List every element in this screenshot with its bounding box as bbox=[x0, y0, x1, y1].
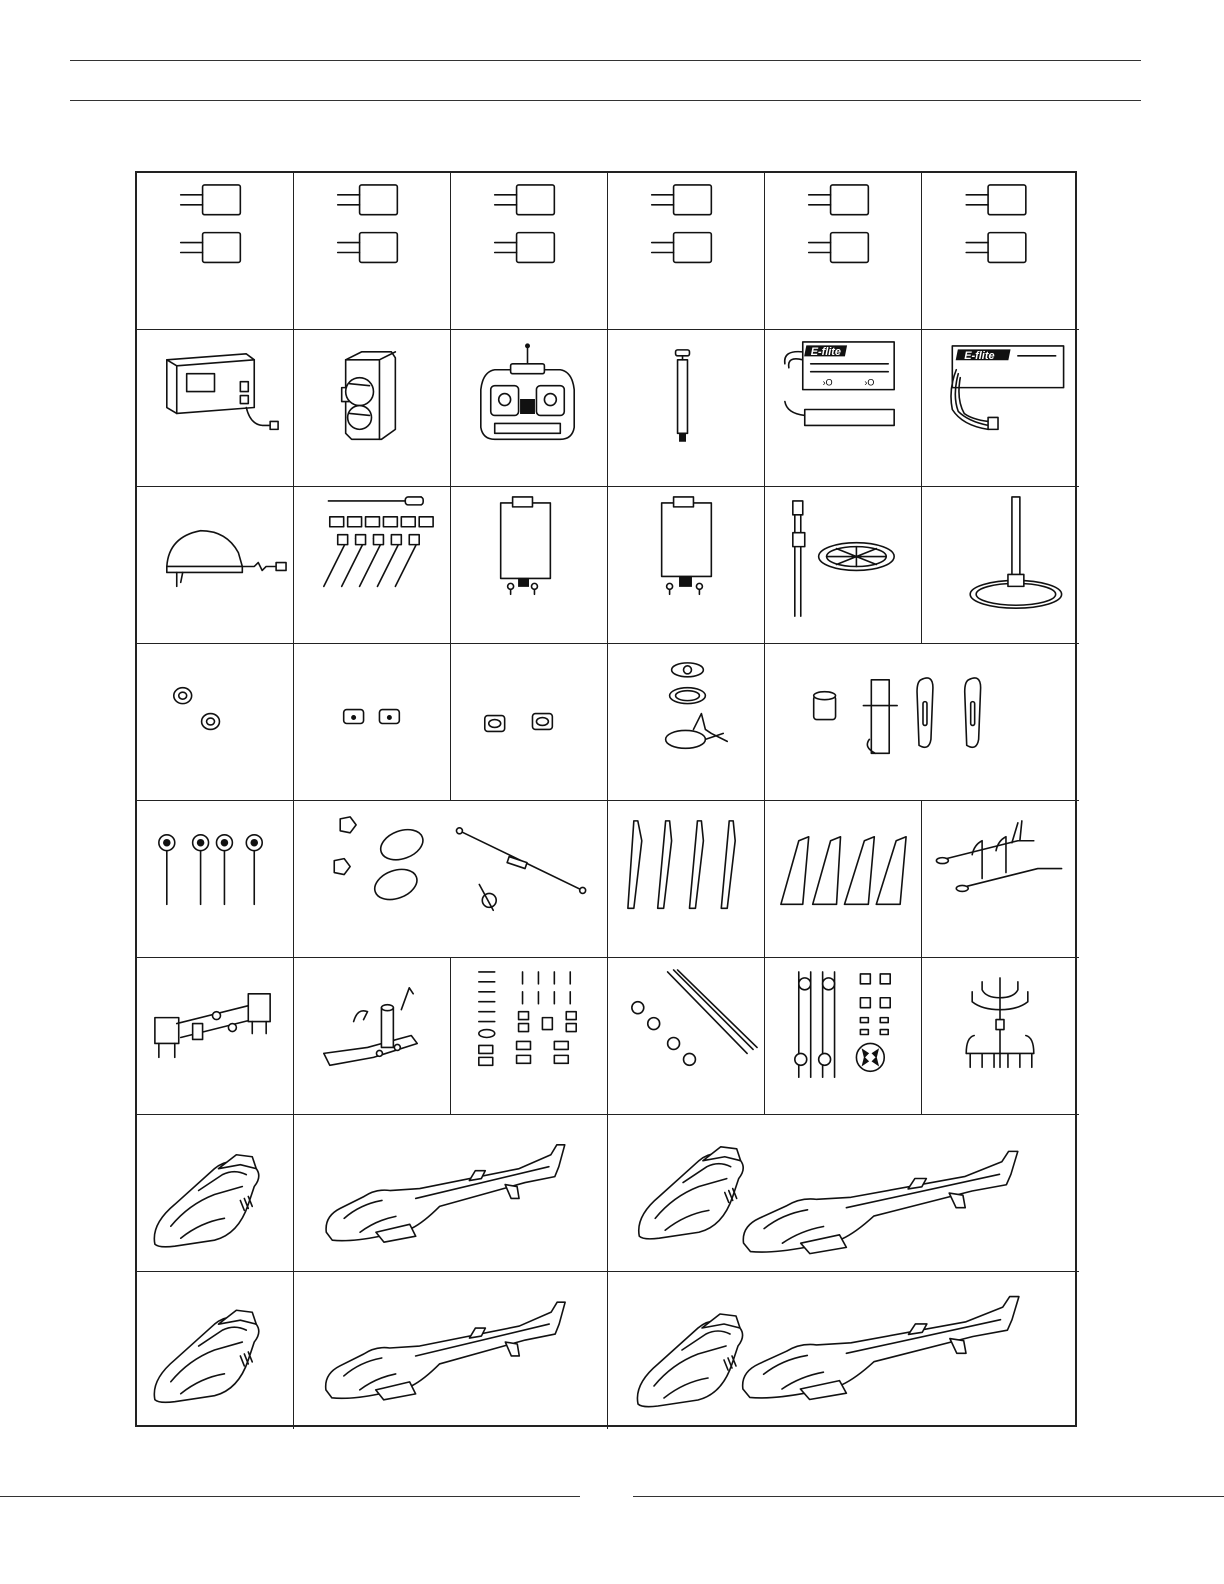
footer-rule-right bbox=[633, 1496, 1224, 1497]
frame-tree-cell bbox=[922, 958, 1079, 1115]
crystal-pair-cell bbox=[451, 173, 608, 330]
gear-and-shaft-icon bbox=[922, 487, 1079, 643]
battery-logo: E-flite bbox=[964, 349, 995, 362]
motor-icon bbox=[608, 487, 764, 643]
tail-motor-cell bbox=[608, 487, 765, 644]
swashplate-cell bbox=[608, 644, 765, 801]
collar-cell bbox=[137, 644, 294, 801]
tail-blades-cell bbox=[765, 801, 922, 958]
crystal-pair-cell bbox=[765, 173, 922, 330]
ac-adapter-icon bbox=[137, 487, 293, 643]
frame-icon bbox=[922, 958, 1079, 1114]
flybar-weights-icon bbox=[294, 801, 607, 957]
fuselage-icon bbox=[608, 1115, 1079, 1271]
hardware-icon bbox=[608, 958, 764, 1114]
gear-and-shaft-icon bbox=[765, 487, 921, 643]
main-motor-cell bbox=[451, 487, 608, 644]
canopy-cell bbox=[137, 1272, 294, 1429]
fuselage-icon bbox=[294, 1115, 607, 1271]
collar-pair-cell bbox=[294, 644, 451, 801]
bearing-icon bbox=[451, 644, 607, 800]
receiver-cell bbox=[137, 330, 294, 487]
pushrod-cell bbox=[608, 958, 765, 1115]
rotor-blades-icon bbox=[608, 801, 764, 957]
crystal-pair-cell bbox=[608, 173, 765, 330]
fuselage-cell bbox=[294, 1272, 608, 1429]
transmitter-icon bbox=[451, 330, 607, 486]
servo-cell bbox=[294, 330, 451, 487]
frame-icon bbox=[137, 958, 293, 1114]
main-shaft-gear-cell bbox=[922, 487, 1079, 644]
svg-text:›O: ›O bbox=[864, 377, 875, 388]
header-rule-bottom bbox=[70, 100, 1141, 101]
landing-gear-cell bbox=[922, 801, 1079, 958]
header-rule-top bbox=[70, 60, 1141, 61]
tail-blades-icon bbox=[765, 801, 921, 957]
ball-link-icon bbox=[137, 801, 293, 957]
tail-assembly-cell bbox=[294, 958, 451, 1115]
canopy-cell bbox=[137, 1115, 294, 1272]
crystal-pair-cell bbox=[922, 173, 1079, 330]
main-gear-cell bbox=[765, 487, 922, 644]
receiver-unit-icon bbox=[137, 330, 293, 486]
battery-pack-icon bbox=[765, 330, 921, 486]
bearing-cell bbox=[451, 644, 608, 801]
servo-linkage-cell bbox=[137, 958, 294, 1115]
crystal-pair-icon bbox=[451, 173, 607, 329]
ac-adapter-cell bbox=[137, 487, 294, 644]
crystal-pair-icon bbox=[608, 173, 764, 329]
landing-gear-icon bbox=[922, 801, 1079, 957]
battery-cell bbox=[765, 330, 922, 487]
crystal-pair-icon bbox=[137, 173, 293, 329]
crystal-pair-cell bbox=[137, 173, 294, 330]
tools-cell bbox=[294, 487, 451, 644]
crystal-pair-cell bbox=[294, 173, 451, 330]
hardware-icon bbox=[451, 958, 607, 1114]
flight-battery-cell bbox=[922, 330, 1079, 487]
rotor-head-cell bbox=[765, 644, 1079, 801]
tools-and-ties-icon bbox=[294, 487, 450, 643]
footer-rule-left bbox=[0, 1496, 580, 1497]
fuselage-icon bbox=[294, 1272, 607, 1429]
flybar-cell bbox=[294, 801, 608, 958]
crystal-pair-icon bbox=[922, 173, 1079, 329]
fuselage-cell bbox=[294, 1115, 608, 1272]
collar-icon bbox=[294, 644, 450, 800]
canopy-icon bbox=[137, 1115, 293, 1271]
hardware-icon bbox=[765, 958, 921, 1114]
shaft-icon bbox=[608, 330, 764, 486]
transmitter-cell bbox=[451, 330, 608, 487]
crystal-pair-icon bbox=[294, 173, 450, 329]
rotor-head-icon bbox=[765, 644, 1079, 800]
collar-icon bbox=[137, 644, 293, 800]
ball-link-cell bbox=[137, 801, 294, 958]
hardware-cell bbox=[451, 958, 608, 1115]
canopy-icon bbox=[137, 1272, 293, 1429]
body-set-cell bbox=[608, 1115, 1079, 1272]
body-set-cell bbox=[608, 1272, 1079, 1429]
swashplate-icon bbox=[608, 644, 764, 800]
small-parts-cell bbox=[765, 958, 922, 1115]
battery-pack-icon bbox=[922, 330, 1079, 486]
parts-grid bbox=[135, 171, 1077, 1427]
crystal-pair-icon bbox=[765, 173, 921, 329]
motor-icon bbox=[451, 487, 607, 643]
frame-icon bbox=[294, 958, 450, 1114]
svg-text:›O: ›O bbox=[822, 377, 833, 388]
fuselage-icon bbox=[608, 1272, 1079, 1429]
battery-logo: E-flite bbox=[810, 345, 842, 358]
shaft-cell bbox=[608, 330, 765, 487]
servo-icon bbox=[294, 330, 450, 486]
main-blades-cell bbox=[608, 801, 765, 958]
